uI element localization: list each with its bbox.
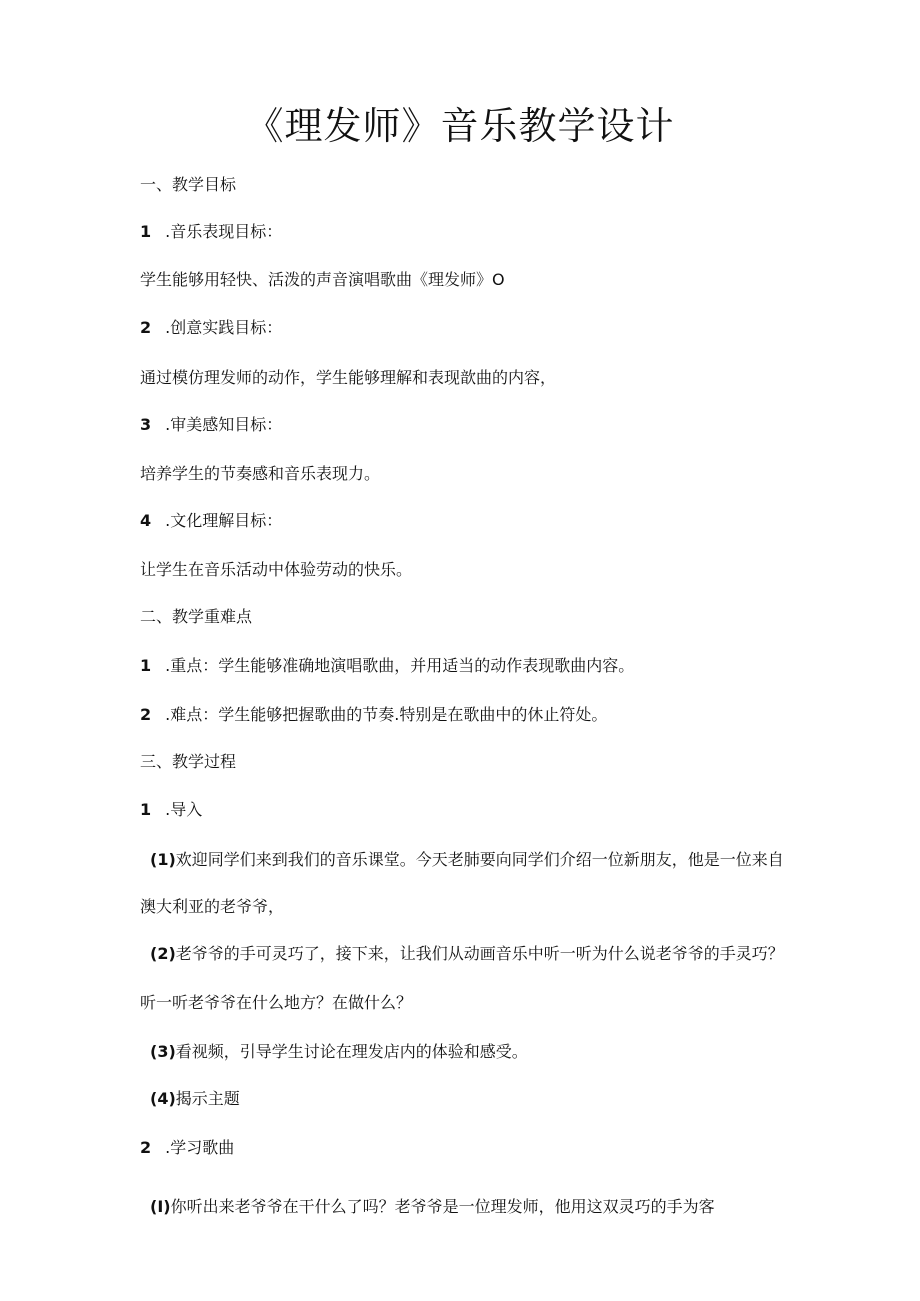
- key-point-1-number: 1: [140, 656, 152, 675]
- key-point-1-text: .重点：学生能够准确地演唱歌曲，并用适当的动作表现歌曲内容。: [165, 656, 635, 675]
- goal-3-text: 培养学生的节奏感和音乐表现力。: [140, 464, 381, 483]
- paragraph-4-number: (4): [150, 1089, 176, 1108]
- step-2-title: .学习歌曲: [165, 1138, 235, 1157]
- key-point-2-text: .难点：学生能够把握歌曲的节奏.特别是在歌曲中的休止符处。: [165, 705, 608, 724]
- goal-4-heading: [140, 509, 282, 533]
- paragraph-3-text: 看视频，引导学生讨论在理发店内的体验和感受。: [175, 1042, 528, 1061]
- step-2-paragraph-1-text: 你听出来老爷爷在干什么了吗？老爷爷是一位理发师，他用这双灵巧的手为客: [170, 1197, 715, 1216]
- goal-2-heading: [140, 316, 282, 340]
- goal-2-title: .创意实践目标：: [165, 318, 283, 337]
- paragraph-4: [150, 1087, 240, 1111]
- section-heading-key-points: 二、教学重难点: [140, 607, 253, 626]
- goal-1-heading: [140, 220, 282, 244]
- paragraph-2-number: (2): [150, 944, 176, 963]
- step-1-title: .导入: [165, 800, 203, 819]
- paragraph-2-text-a: 老爷爷的手可灵巧了，接下来，让我们从动画音乐中听一听为什么说老爷爷的手灵巧？: [175, 944, 784, 963]
- step-1-number: 1: [140, 800, 152, 819]
- goal-4-title: .文化理解目标：: [165, 511, 283, 530]
- key-point-2: [140, 703, 607, 727]
- paragraph-1-number: (1): [150, 850, 176, 869]
- paragraph-2-line-1: [150, 942, 784, 966]
- document-title: 《理发师》音乐教学设计: [245, 104, 675, 148]
- paragraph-1-text-a: 欢迎同学们来到我们的音乐课堂。今天老肺要向同学们介绍一位新朋友，他是一位来自: [175, 850, 784, 869]
- goal-3-title: .审美感知目标：: [165, 415, 283, 434]
- key-point-2-number: 2: [140, 705, 152, 724]
- goal-4-number: 4: [140, 511, 152, 530]
- paragraph-3-number: (3): [150, 1042, 176, 1061]
- goal-1-number: 1: [140, 222, 152, 241]
- goal-3-heading: [140, 413, 282, 437]
- goal-1-text: 学生能够用轻快、活泼的声音演唱歌曲《理发师》O: [140, 270, 505, 289]
- goal-3-number: 3: [140, 415, 152, 434]
- goal-2-text: 通过模仿理发师的动作，学生能够理解和表现歆曲的内容，: [140, 368, 557, 387]
- goal-1-title: .音乐表现目标：: [165, 222, 283, 241]
- paragraph-2-line-2: 听一听老爷爷在什么地方？在做什么？: [140, 993, 413, 1012]
- step-2-paragraph-1-number: (I): [150, 1197, 171, 1216]
- goal-4-text: 让学生在音乐活动中体验劳动的快乐。: [140, 560, 413, 579]
- paragraph-4-text: 揭示主题: [175, 1089, 240, 1108]
- step-2-heading: [140, 1136, 234, 1160]
- section-heading-process: 三、教学过程: [140, 752, 237, 771]
- step-1-heading: [140, 798, 202, 822]
- step-2-number: 2: [140, 1138, 152, 1157]
- paragraph-1-line-1: [150, 848, 784, 872]
- section-heading-goals: 一、教学目标: [140, 175, 237, 194]
- paragraph-1-line-2: 澳大利亚的老爷爷，: [140, 897, 285, 916]
- key-point-1: [140, 654, 634, 678]
- step-2-paragraph-1: [150, 1195, 715, 1219]
- paragraph-3: [150, 1040, 528, 1064]
- goal-2-number: 2: [140, 318, 152, 337]
